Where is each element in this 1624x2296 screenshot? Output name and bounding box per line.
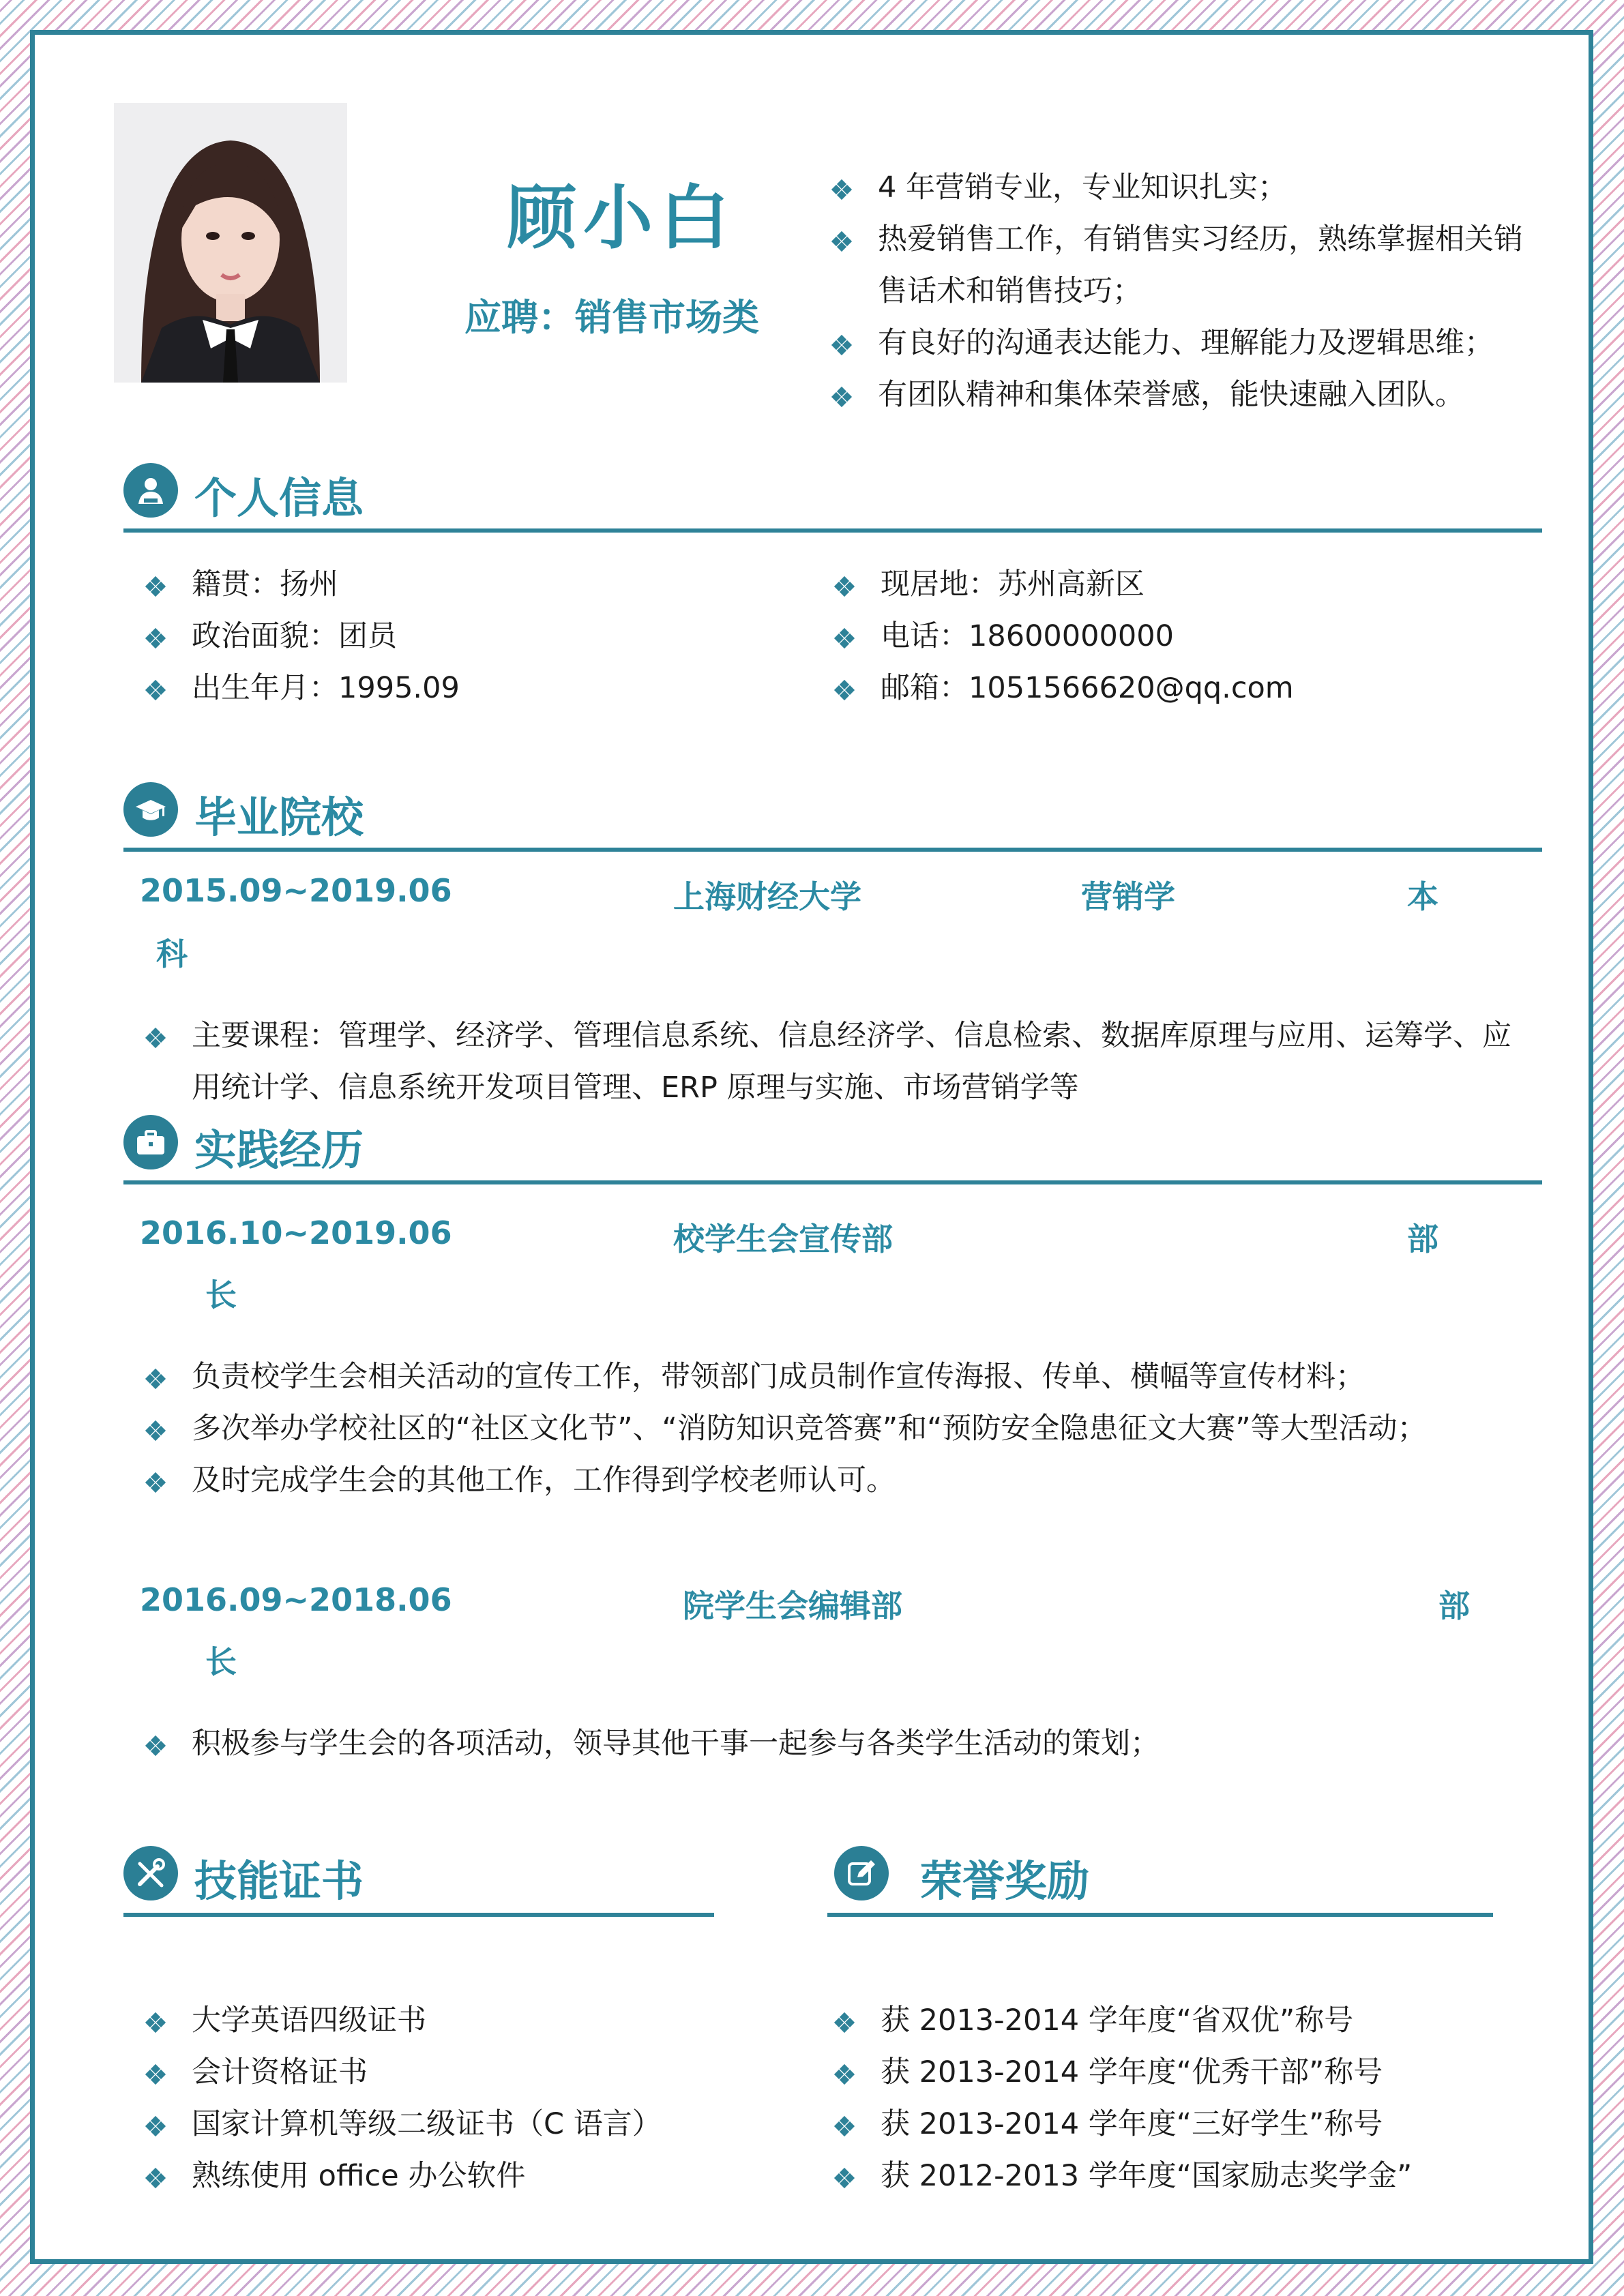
- role-first: 部: [1407, 1221, 1438, 1257]
- diamond-bullet-icon: [836, 578, 853, 595]
- honors-list: [826, 1995, 1549, 2202]
- major: 营销学: [1081, 878, 1175, 915]
- list-item: 积极参与学生会的各项活动，领导其他干事一起参与各类学生活动的策划；: [137, 1718, 1529, 1770]
- diamond-bullet-icon: [833, 388, 851, 406]
- section-personal-header: [123, 463, 1542, 523]
- summary-list: [823, 162, 1539, 421]
- diamond-bullet-icon: [836, 681, 853, 699]
- briefcase-icon: [123, 1115, 178, 1169]
- diamond-bullet-icon: [836, 2169, 853, 2187]
- list-item: 邮箱：1051566620@qq.com: [826, 662, 1508, 714]
- diamond-bullet-icon: [836, 2117, 853, 2135]
- list-item: 现居地：苏州高新区: [826, 558, 1508, 610]
- diamond-bullet-icon: [147, 1029, 164, 1047]
- list-item: 出生年月：1995.09: [137, 662, 751, 714]
- list-item: 及时完成学生会的其他工作，工作得到学校老师认可。: [137, 1455, 1529, 1506]
- organization: 校学生会宣传部: [673, 1221, 893, 1257]
- list-item: 电话：18600000000: [826, 610, 1508, 662]
- list-item: 国家计算机等级二级证书（C 语言）: [137, 2098, 806, 2150]
- list-item: 热爱销售工作，有销售实习经历，熟练掌握相关销售话术和销售技巧；: [823, 213, 1539, 317]
- section-divider: [123, 1180, 1542, 1184]
- tools-icon: [123, 1846, 178, 1900]
- diamond-bullet-icon: [147, 2169, 164, 2187]
- section-title: 个人信息: [194, 473, 364, 523]
- section-honors-header: [834, 1846, 1516, 1906]
- list-item: 有良好的沟通表达能力、理解能力及逻辑思维；: [823, 317, 1539, 369]
- role-first: 部: [1438, 1587, 1470, 1624]
- diamond-bullet-icon: [147, 1422, 164, 1440]
- experience-period: 2016.09~2018.06: [140, 1581, 452, 1618]
- list-item: 获 2013-2014 学年度“三好学生”称号: [826, 2098, 1549, 2150]
- personal-info-left: [137, 558, 751, 714]
- experience-period: 2016.10~2019.06: [140, 1214, 452, 1251]
- section-skills-header: [123, 1846, 724, 1906]
- list-item: 籍贯：扬州: [137, 558, 751, 610]
- list-item: 有团队精神和集体荣誉感，能快速融入团队。: [823, 369, 1539, 421]
- list-item: 负责校学生会相关活动的宣传工作，带领部门成员制作宣传海报、传单、横幅等宣传材料；: [137, 1351, 1529, 1403]
- diamond-bullet-icon: [836, 629, 853, 647]
- diamond-bullet-icon: [836, 2066, 853, 2083]
- diamond-bullet-icon: [147, 1474, 164, 1491]
- list-item: 获 2012-2013 学年度“国家励志奖学金”: [826, 2150, 1549, 2202]
- list-item: 4 年营销专业，专业知识扎实；: [823, 162, 1539, 213]
- edit-icon: [834, 1846, 889, 1900]
- personal-info-right: [826, 558, 1508, 714]
- courses-list: [137, 1010, 1529, 1114]
- diamond-bullet-icon: [147, 1370, 164, 1388]
- diamond-bullet-icon: [833, 233, 851, 250]
- section-title: 荣誉奖励: [920, 1856, 1090, 1906]
- list-item: 政治面貌：团员: [137, 610, 751, 662]
- diamond-bullet-icon: [147, 2117, 164, 2135]
- user-icon: [123, 463, 178, 518]
- list-item: 会计资格证书: [137, 2046, 806, 2098]
- list-item: 获 2013-2014 学年度“优秀干部”称号: [826, 2046, 1549, 2098]
- experience-bullets: [137, 1718, 1529, 1770]
- list-item: 获 2013-2014 学年度“省双优”称号: [826, 1995, 1549, 2046]
- candidate-name: 顾小白: [507, 178, 736, 259]
- section-title: 实践经历: [194, 1125, 364, 1175]
- graduation-cap-icon: [123, 782, 178, 837]
- education-period: 2015.09~2019.06: [140, 872, 452, 909]
- resume-page: [30, 30, 1593, 2264]
- section-experience-header: [123, 1115, 1542, 1175]
- section-divider: [123, 1913, 714, 1917]
- section-title: 技能证书: [194, 1856, 364, 1906]
- diamond-bullet-icon: [833, 336, 851, 354]
- diamond-bullet-icon: [147, 1737, 164, 1755]
- organization: 院学生会编辑部: [683, 1587, 902, 1624]
- list-item: 大学英语四级证书: [137, 1995, 806, 2046]
- section-education-header: [123, 782, 1542, 842]
- skills-list: [137, 1995, 806, 2202]
- degree-first: 本: [1407, 878, 1438, 915]
- diamond-bullet-icon: [147, 2014, 164, 2031]
- courses-clip: [137, 1010, 1529, 1105]
- experience-bullets: [137, 1351, 1529, 1506]
- diamond-bullet-icon: [147, 681, 164, 699]
- list-item: 主要课程：管理学、经济学、管理信息系统、信息经济学、信息检索、数据库原理与应用、运筹学、应用统计学、信息系统开发项目管理、ERP 原理与实施、市场营销学等: [137, 1010, 1529, 1114]
- role-second: 长: [205, 1277, 237, 1313]
- list-item: 多次举办学校社区的“社区文化节”、“消防知识竞答赛”和“预防安全隐患征文大赛”等大型活动；: [137, 1403, 1529, 1455]
- diamond-bullet-icon: [836, 2014, 853, 2031]
- role-second: 长: [205, 1643, 237, 1680]
- degree-second: 科: [156, 936, 188, 972]
- list-item: 熟练使用 office 办公软件: [137, 2150, 806, 2202]
- section-divider: [123, 848, 1542, 852]
- diamond-bullet-icon: [833, 181, 851, 198]
- applied-position: 应聘：销售市场类: [464, 296, 759, 339]
- section-divider: [123, 528, 1542, 533]
- section-title: 毕业院校: [194, 792, 364, 842]
- section-divider: [827, 1913, 1493, 1917]
- diamond-bullet-icon: [147, 578, 164, 595]
- diamond-bullet-icon: [147, 629, 164, 647]
- profile-photo: [114, 103, 347, 383]
- school-name: 上海财经大学: [673, 878, 861, 915]
- diamond-bullet-icon: [147, 2066, 164, 2083]
